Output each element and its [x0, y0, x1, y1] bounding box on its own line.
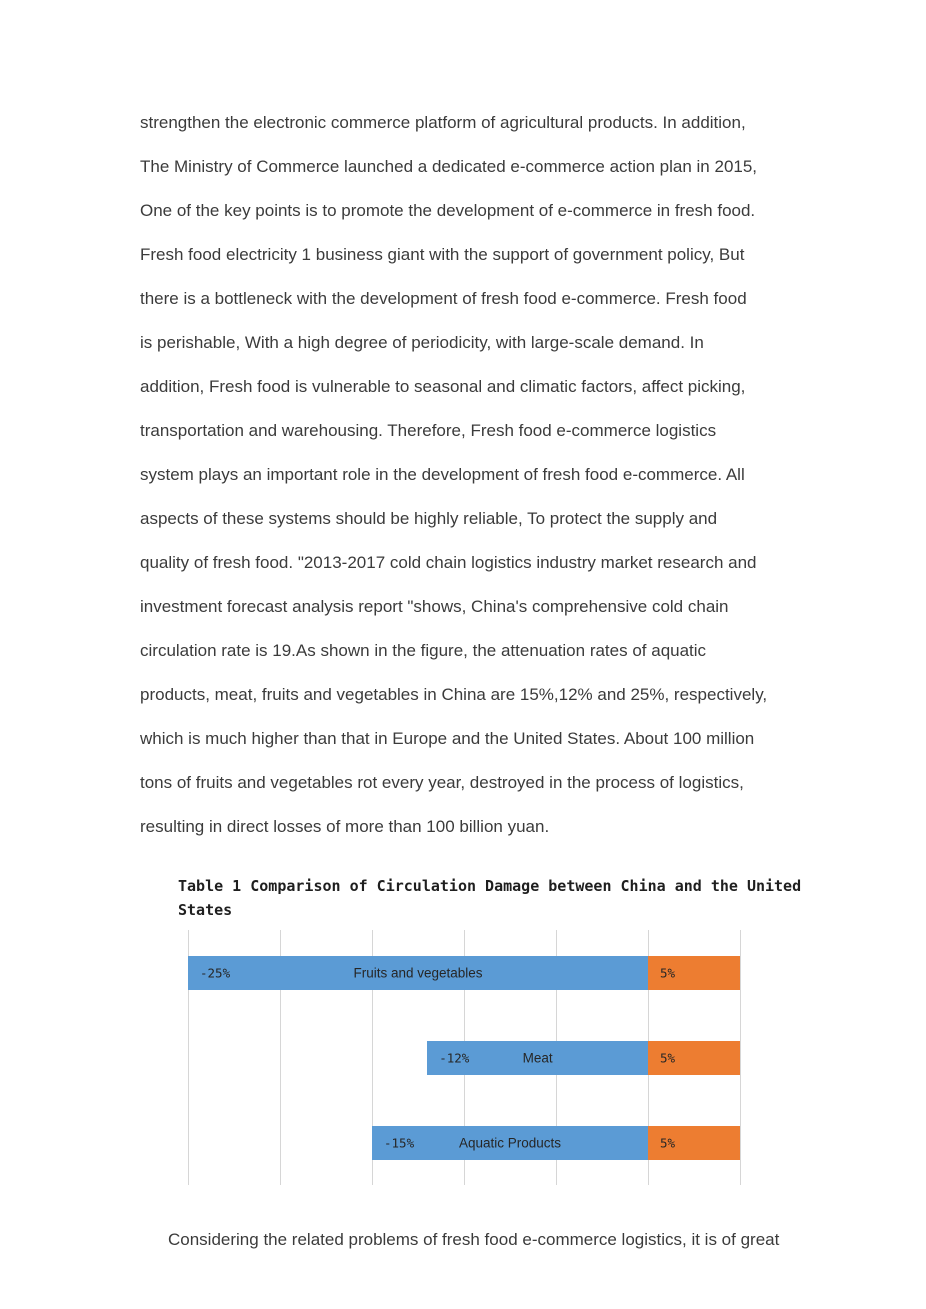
paragraph-line: products, meat, fruits and vegetables in China are 15%,12% and 25%, respectively,	[140, 685, 768, 704]
us-damage-bar	[648, 1041, 740, 1075]
us-value-label: 5%	[660, 1135, 676, 1150]
body-paragraph	[140, 101, 840, 849]
closing-paragraph-line: Considering the related problems of fresh food e-commerce logistics, it is of great	[168, 1230, 780, 1249]
chart-bar-row	[188, 1100, 740, 1185]
paragraph-line: addition, Fresh food is vulnerable to seasonal and climatic factors, affect picking,	[140, 377, 746, 396]
china-damage-bar	[427, 1041, 648, 1075]
china-value-label: -12%	[439, 1050, 470, 1065]
china-value-label: -15%	[384, 1135, 415, 1150]
paragraph-line: The Ministry of Commerce launched a dedicated e-commerce action plan in 2015,	[140, 157, 758, 176]
table-title-line-2: States	[178, 901, 233, 919]
table-title-line-1: Table 1 Comparison of Circulation Damage between China and the United	[178, 877, 802, 895]
paragraph-line: circulation rate is 19.As shown in the figure, the attenuation rates of aquatic	[140, 641, 707, 660]
category-label: Fruits and vegetables	[353, 965, 483, 980]
paragraph-line: quality of fresh food. "2013-2017 cold chain logistics industry market research and	[140, 553, 757, 572]
paragraph-line: strengthen the electronic commerce platform of agricultural products. In addition,	[140, 113, 746, 132]
paragraph-line: resulting in direct losses of more than 100 billion yuan.	[140, 817, 550, 836]
chart-rows	[188, 930, 740, 1185]
category-label: Meat	[522, 1050, 553, 1065]
paragraph-line: is perishable, With a high degree of periodicity, with large-scale demand. In	[140, 333, 704, 352]
paragraph-line: investment forecast analysis report "shows, China's comprehensive cold chain	[140, 597, 729, 616]
circulation-damage-bar-chart	[188, 930, 740, 1185]
paragraph-line: aspects of these systems should be highly reliable, To protect the supply and	[140, 509, 718, 528]
us-damage-bar	[648, 1126, 740, 1160]
paragraph-line: system plays an important role in the development of fresh food e-commerce. All	[140, 465, 745, 484]
china-value-label: -25%	[200, 965, 231, 980]
chart-gridline	[740, 930, 741, 1185]
us-damage-bar	[648, 956, 740, 990]
us-value-label: 5%	[660, 965, 676, 980]
table-title	[178, 874, 801, 922]
chart-bar-row	[188, 1015, 740, 1100]
paragraph-line: which is much higher than that in Europe and the United States. About 100 million	[140, 729, 755, 748]
china-damage-bar	[372, 1126, 648, 1160]
paragraph-line: transportation and warehousing. Therefore, Fresh food e-commerce logistics	[140, 421, 717, 440]
chart-bar-row	[188, 930, 740, 1015]
paragraph-line: tons of fruits and vegetables rot every year, destroyed in the process of logistics,	[140, 773, 744, 792]
china-damage-bar	[188, 956, 648, 990]
paragraph-line: Fresh food electricity 1 business giant with the support of government policy, But	[140, 245, 745, 264]
paragraph-line: One of the key points is to promote the development of e-commerce in fresh food.	[140, 201, 756, 220]
us-value-label: 5%	[660, 1050, 676, 1065]
category-label: Aquatic Products	[458, 1135, 562, 1150]
paragraph-line: there is a bottleneck with the development of fresh food e-commerce. Fresh food	[140, 289, 747, 308]
